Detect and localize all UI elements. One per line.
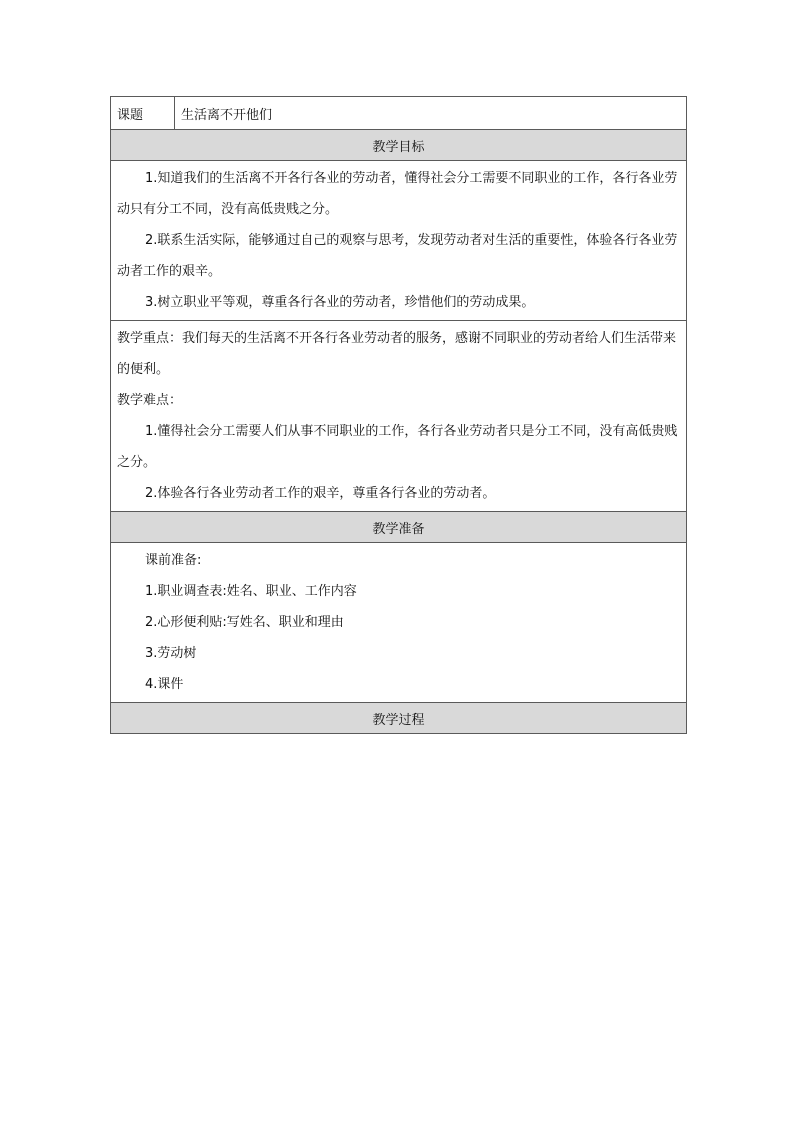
difficulty-label: 教学难点： [117,393,183,408]
focus-content-row [111,321,687,512]
objective-item: 3.树立职业平等观，尊重各行各业的劳动者，珍惜他们的劳动成果。 [145,295,535,310]
preparation-header-row [111,512,687,543]
lesson-title-row [111,97,687,130]
preparation-item: 1.职业调查表:姓名、职业、工作内容 [145,584,357,599]
lesson-title-label: 课题 [111,97,175,130]
preparation-item: 2.心形便利贴:写姓名、职业和理由 [145,615,344,630]
preparation-item: 4.课件 [145,677,184,692]
objective-item: 2.联系生活实际，能够通过自己的观察与思考，发现劳动者对生活的重要性，体验各行各业劳动者工作的艰辛。 [117,233,678,279]
process-header-row [111,703,687,734]
objectives-content [111,161,687,321]
lesson-plan-table [110,96,687,734]
preparation-content-row [111,543,687,703]
key-points-text: 教学重点：我们每天的生活离不开各行各业劳动者的服务，感谢不同职业的劳动者给人们生活带来的便利。 [117,331,677,377]
process-header: 教学过程 [111,703,687,734]
objective-item: 1.知道我们的生活离不开各行各业的劳动者，懂得社会分工需要不同职业的工作，各行各业劳动只有分工不同，没有高低贵贱之分。 [117,171,678,217]
preparation-intro: 课前准备: [145,553,202,568]
lesson-title-value: 生活离不开他们 [175,97,687,130]
preparation-item: 3.劳动树 [145,646,197,661]
preparation-header: 教学准备 [111,512,687,543]
difficulty-item: 2.体验各行各业劳动者工作的艰辛，尊重各行各业的劳动者。 [145,486,496,501]
preparation-content [111,543,687,703]
difficulty-item: 1.懂得社会分工需要人们从事不同职业的工作，各行各业劳动者只是分工不同，没有高低贵贱之分。 [117,424,678,470]
objectives-header: 教学目标 [111,130,687,161]
objectives-header-row [111,130,687,161]
focus-content [111,321,687,512]
objectives-content-row [111,161,687,321]
